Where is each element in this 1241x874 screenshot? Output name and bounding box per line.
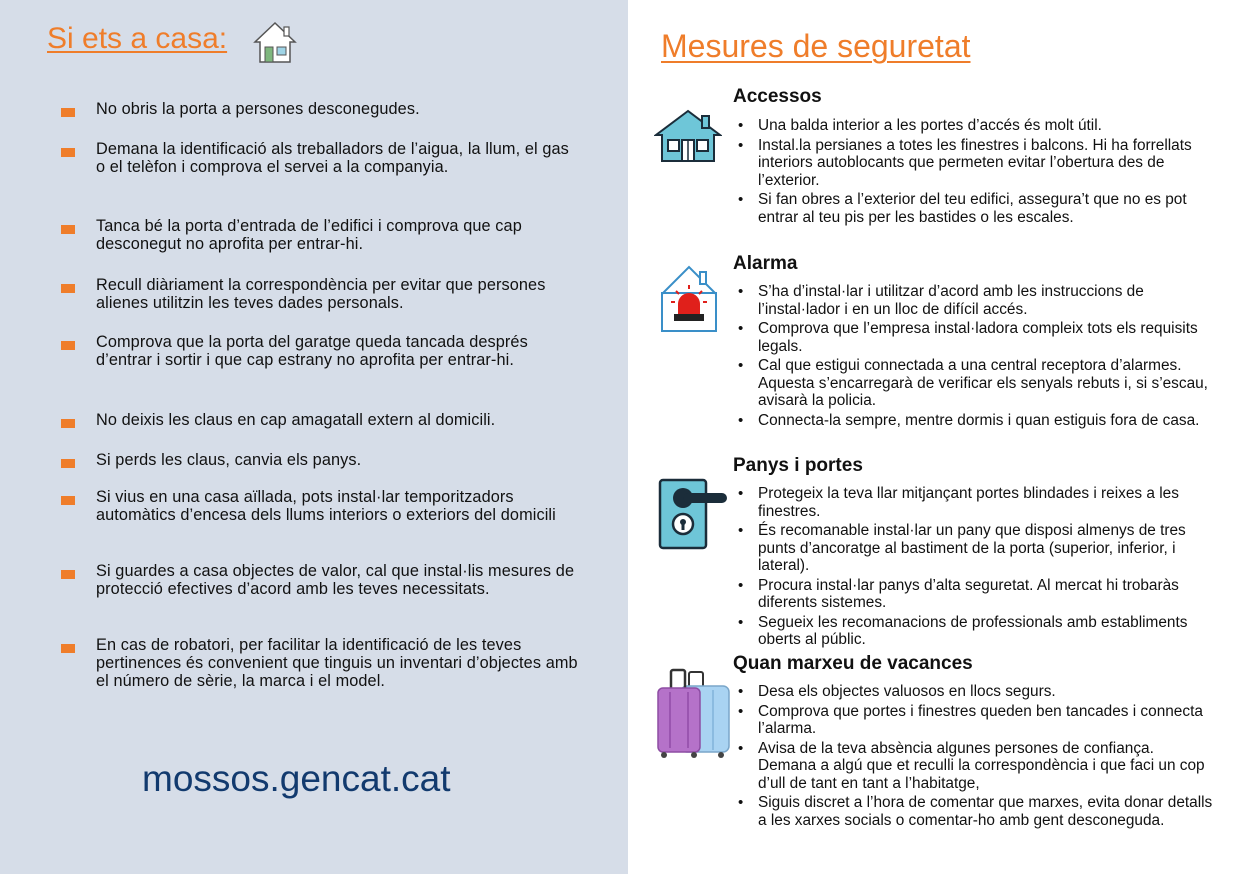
section-heading: Quan marxeu de vacances <box>733 653 973 674</box>
section-list <box>738 683 1216 831</box>
tip-text: Recull diàriament la correspondència per evitar que persones alienes utilitzin les teves dades personals. <box>96 276 546 312</box>
tip-text: No obris la porta a persones desconegudes. <box>96 100 420 118</box>
tip-text: Demana la identificació als treballadors de l’aigua, la llum, el gas o el telèfon i comprova el servei a la companyia. <box>96 140 569 176</box>
tip-bullet <box>61 284 75 293</box>
website-link[interactable]: mossos.gencat.cat <box>142 758 451 799</box>
tip-bullet <box>61 108 75 117</box>
list-item: • Segueix les recomanacions de professionals amb establiments oberts al públic. <box>738 614 1216 649</box>
tip-bullet <box>61 341 75 350</box>
list-item: • Desa els objectes valuosos en llocs segurs. <box>738 683 1216 701</box>
list-item: • Connecta-la sempre, mentre dormis i quan estiguis fora de casa. <box>738 412 1216 430</box>
list-item: • Si fan obres a l’exterior del teu edifici, assegura’t que no es pot entrar al teu pis per les bastides o les escales. <box>738 191 1216 226</box>
suitcase-icon <box>655 668 731 760</box>
section-heading: Accessos <box>733 86 822 107</box>
list-item: • S’ha d’instal·lar i utilitzar d’acord amb les instruccions de l’instal·lador i en un lloc de difícil accés. <box>738 283 1216 318</box>
section-list <box>738 283 1216 431</box>
tip-text: Si guardes a casa objectes de valor, cal que instal·lis mesures de protecció efectives d’acord amb les teves necessitats. <box>96 562 575 598</box>
alarm-siren-icon <box>656 264 722 334</box>
list-item: • Una balda interior a les portes d’accés és molt útil. <box>738 117 1216 135</box>
house-icon <box>654 108 722 164</box>
tip-bullet <box>61 570 75 579</box>
list-item: • És recomanable instal·lar un pany que disposi almenys de tres punts d’ancoratge al bastiment de la porta (superior, inferior, i lateral). <box>738 522 1216 575</box>
tip-bullet <box>61 419 75 428</box>
tip-text: En cas de robatori, per facilitar la identificació de les teves pertinences és convenient que tinguis un inventari d’objectes amb el número de sèrie, la marca i el model. <box>96 636 578 690</box>
tip-text: Tanca bé la porta d’entrada de l’edifici i comprova que cap desconegut no aprofita per entrar-hi. <box>96 217 522 253</box>
list-item: • Instal.la persianes a totes les finestres i balcons. Hi ha forrellats interiors autoblocants que permeten evitar l’obertura des de l’exterior. <box>738 137 1216 190</box>
tip-bullet <box>61 225 75 234</box>
list-item: • Comprova que portes i finestres queden ben tancades i connecta l’alarma. <box>738 703 1216 738</box>
list-item: • Procura instal·lar panys d’alta seguretat. Al mercat hi trobaràs diferents sistemes. <box>738 577 1216 612</box>
section-list <box>738 117 1216 228</box>
section-heading: Panys i portes <box>733 455 863 476</box>
home-icon <box>252 20 298 66</box>
security-measures-title: Mesures de seguretat <box>661 28 971 64</box>
tip-text: Si vius en una casa aïllada, pots instal·lar temporitzadors automàtics d’encesa dels llums interiors o exteriors del domicili <box>96 488 556 524</box>
list-item: • Comprova que l’empresa instal·ladora compleix tots els requisits legals. <box>738 320 1216 355</box>
list-item: • Avisa de la teva absència algunes persones de confiança. Demana a algú que et reculli la correspondència i que faci un cop d’ull de tant en tant a l’habitatge, <box>738 740 1216 793</box>
tip-bullet <box>61 459 75 468</box>
door-lock-icon <box>657 478 729 550</box>
tip-text: Si perds les claus, canvia els panys. <box>96 451 362 469</box>
section-heading: Alarma <box>733 253 798 274</box>
list-item: • Siguis discret a l’hora de comentar que marxes, evita donar detalls a les xarxes socials o comentar-ho amb gent desconeguda. <box>738 794 1216 829</box>
home-tips-title: Si ets a casa: <box>47 22 228 55</box>
list-item: • Cal que estigui connectada a una central receptora d’alarmes. Aquesta s’encarregarà de verificar els senyals rebuts i, si s’escau, avisarà la policia. <box>738 357 1216 410</box>
tip-bullet <box>61 496 75 505</box>
tip-text: No deixis les claus en cap amagatall extern al domicili. <box>96 411 496 429</box>
section-list <box>738 485 1216 651</box>
tip-bullet <box>61 148 75 157</box>
list-item: • Protegeix la teva llar mitjançant portes blindades i reixes a les finestres. <box>738 485 1216 520</box>
tip-text: Comprova que la porta del garatge queda tancada després d’entrar i sortir i que cap estrany no aprofita per entrar-hi. <box>96 333 528 369</box>
tip-bullet <box>61 644 75 653</box>
